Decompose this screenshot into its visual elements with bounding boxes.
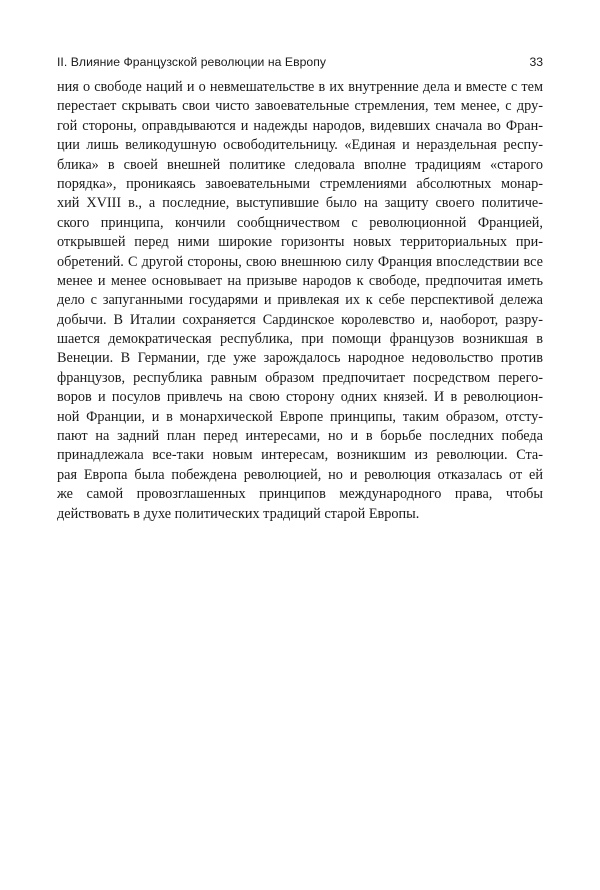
text-line: ния о свободе наций и о невмешательстве в их внутренние дела и вместе с тем [57,79,543,95]
text-line: воров и посулов привлечь на свою сторону одних князей. И в революцион- [57,389,543,406]
text-line: французов, республика равным образом предпочитает посредством перего- [57,369,543,386]
text-line: принадлежала все-таки новым интересам, возникшим из революции. Ста- [57,447,543,464]
text-line: добычи. В Италии сохраняется Сардинское королевство и, наоборот, разру- [57,311,543,328]
text-line: рая Европа была побеждена революцией, но и революция отказалась от ей [57,466,543,483]
text-line: Венеции. В Германии, где уже зарождалось народное недовольство против [57,350,543,367]
text-line: шается демократическая республика, при помощи французов возникшая в [57,331,543,348]
text-line: порядка», проникаясь завоевательными стремлениями абсолютных монар- [57,175,543,192]
text-line: ной Франции, и в монархической Европе принципы, таким образом, отсту- [57,408,543,425]
text-line: ции лишь великодушную освободительницу. «Единая и нераздельная респу- [57,137,543,154]
text-line: открывшей перед ними широкие горизонты новых территориальных при- [57,234,543,251]
running-head [57,54,543,70]
running-title: II. Влияние Французской революции на Европу [57,55,327,69]
text-line: гой стороны, оправдываются и надежды народов, видевших сначала во Фран- [57,117,543,134]
text-line: перестает скрывать свои чисто завоевательные стремления, тем менее, с дру- [57,98,543,115]
text-line: ского принципа, кончили сообщничеством с революционной Францией, [57,214,543,231]
text-line: блика» в своей внешней политике следовала вполне традициям «старого [57,156,543,173]
body-text [57,78,543,524]
page-number: 33 [529,55,543,69]
text-line: дело с запуганными государями и привлекая их к себе перспективой дележа [57,292,543,309]
text-line: обретений. С другой стороны, свою внешнюю силу Франция впоследствии все [57,253,543,270]
text-line: хий XVIII в., а последние, выступившие было на защиту своего политиче- [57,195,543,212]
text-line: менее и менее основывает на призыве народов к свободе, предпочитая иметь [57,272,543,289]
text-line: пают на задний план перед интересами, но и в борьбе последних победа [57,428,543,445]
text-line: же самой провозглашенных принципов международного права, чтобы [57,486,543,503]
text-line-last: действовать в духе политических традиций старой Европы. [57,505,420,522]
